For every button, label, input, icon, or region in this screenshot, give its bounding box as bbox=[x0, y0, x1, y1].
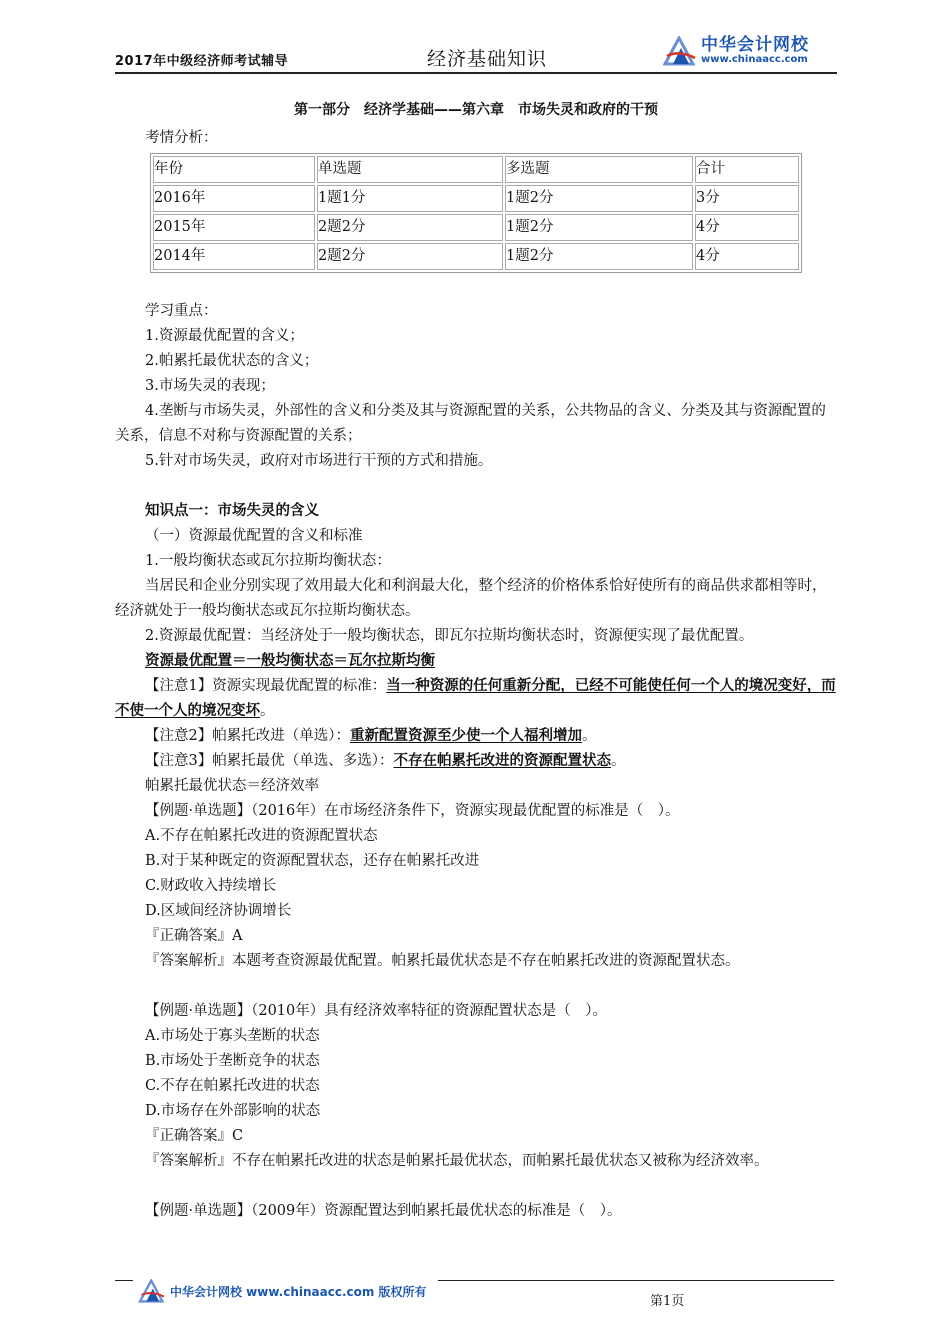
answer-analysis: 『答案解析』本题考查资源最优配置。帕累托最优状态是不存在帕累托改进的资源配置状态。 bbox=[145, 953, 740, 969]
header-course-title: 2017年中级经济师考试辅导 bbox=[115, 54, 289, 69]
paragraph: 1.一般均衡状态或瓦尔拉斯均衡状态： bbox=[145, 553, 391, 569]
table-header-cell: 年份 bbox=[153, 156, 315, 183]
example-question: 【例题·单选题】（2010年）具有经济效率特征的资源配置状态是（ ）。 bbox=[145, 1003, 608, 1019]
knowledge-point-title: 知识点一：市场失灵的含义 bbox=[145, 503, 319, 519]
note-emphasis: 当一种资源的任何重新分配，已经不可能使任何一个人的境况变好，而不使一个人的境况变坏 bbox=[115, 678, 836, 719]
answer-option: A.不存在帕累托改进的资源配置状态 bbox=[145, 828, 378, 844]
note-label: 【注意3】帕累托最优（单选、多选）： bbox=[145, 753, 394, 769]
header-subject: 经济基础知识 bbox=[427, 48, 548, 70]
section-subheading: （一）资源最优配置的含义和标准 bbox=[145, 528, 363, 544]
table-row bbox=[153, 243, 799, 270]
key-equation: 资源最优配置＝一般均衡状态＝瓦尔拉斯均衡 bbox=[145, 653, 435, 669]
table-cell: 2题2分 bbox=[317, 214, 503, 241]
example-question: 【例题·单选题】（2016年）在市场经济条件下，资源实现最优配置的标准是（ ）。 bbox=[145, 803, 680, 819]
table-cell: 1题2分 bbox=[505, 214, 693, 241]
note-end: 。 bbox=[581, 728, 597, 744]
exam-analysis-label: 考情分析： bbox=[145, 130, 218, 146]
table-cell: 2题2分 bbox=[317, 243, 503, 270]
table-header-row bbox=[153, 156, 799, 183]
logo-name: 中华会计网校 bbox=[701, 35, 809, 55]
list-item: 5.针对市场失灵，政府对市场进行干预的方式和措施。 bbox=[145, 453, 493, 469]
document-body bbox=[115, 98, 837, 1224]
paragraph: 当居民和企业分别实现了效用最大化和利润最大化，整个经济的价格体系恰好使所有的商品供求都相等时，经济就处于一般均衡状态或瓦尔拉斯均衡状态。 bbox=[115, 578, 827, 619]
note-emphasis: 不存在帕累托改进的资源配置状态 bbox=[393, 753, 611, 769]
table-header-cell: 单选题 bbox=[317, 156, 503, 183]
note-label: 【注意1】资源实现最优配置的标准： bbox=[145, 678, 387, 694]
footer-divider bbox=[438, 1280, 834, 1281]
answer-option: D.市场存在外部影响的状态 bbox=[145, 1103, 321, 1119]
answer-option: B.对于某种既定的资源配置状态，还存在帕累托改进 bbox=[145, 853, 480, 869]
table-cell: 2016年 bbox=[153, 185, 315, 212]
table-cell: 3分 bbox=[695, 185, 799, 212]
footer-copyright: 中华会计网校 www.chinaacc.com 版权所有 bbox=[170, 1285, 427, 1299]
paragraph: 帕累托最优状态＝经济效率 bbox=[145, 778, 319, 794]
list-item: 2.帕累托最优状态的含义； bbox=[145, 353, 319, 369]
logo-emblem-icon bbox=[663, 36, 697, 66]
answer-option: C.财政收入持续增长 bbox=[145, 878, 277, 894]
list-item: 1.资源最优配置的含义； bbox=[145, 328, 304, 344]
correct-answer: 『正确答案』A bbox=[145, 928, 243, 944]
note-3 bbox=[115, 749, 837, 774]
note-emphasis: 重新配置资源至少使一个人福利增加 bbox=[349, 728, 582, 744]
note-end: 。 bbox=[260, 703, 275, 719]
table-cell: 1题2分 bbox=[505, 243, 693, 270]
page-footer bbox=[138, 1279, 438, 1305]
list-item: 3.市场失灵的表现； bbox=[145, 378, 275, 394]
page-header bbox=[115, 26, 837, 72]
chinaacc-logo bbox=[663, 28, 839, 70]
table-cell: 2014年 bbox=[153, 243, 315, 270]
note-2 bbox=[115, 724, 837, 749]
table-cell: 4分 bbox=[695, 214, 799, 241]
table-header-cell: 合计 bbox=[695, 156, 799, 183]
list-item: 4.垄断与市场失灵，外部性的含义和分类及其与资源配置的关系，公共物品的含义、分类及其与资源配置的关系，信息不对称与资源配置的关系； bbox=[115, 403, 826, 444]
answer-option: D.区域间经济协调增长 bbox=[145, 903, 292, 919]
note-end: 。 bbox=[610, 753, 626, 769]
table-row bbox=[153, 185, 799, 212]
study-focus-label: 学习重点： bbox=[145, 303, 218, 319]
note-1 bbox=[115, 674, 837, 724]
note-label: 【注意2】帕累托改进（单选）： bbox=[145, 728, 350, 744]
page-number: 第1页 bbox=[650, 1294, 685, 1309]
example-question: 【例题·单选题】（2009年）资源配置达到帕累托最优状态的标准是（ ）。 bbox=[145, 1203, 622, 1219]
answer-option: B.市场处于垄断竞争的状态 bbox=[145, 1053, 320, 1069]
exam-analysis-table bbox=[150, 153, 802, 273]
chapter-title: 第一部分 经济学基础——第六章 市场失灵和政府的干预 bbox=[294, 102, 658, 118]
table-cell: 1题1分 bbox=[317, 185, 503, 212]
answer-option: C.不存在帕累托改进的状态 bbox=[145, 1078, 320, 1094]
logo-emblem-icon bbox=[138, 1279, 166, 1303]
footer-divider-left bbox=[115, 1280, 133, 1281]
table-cell: 4分 bbox=[695, 243, 799, 270]
table-cell: 1题2分 bbox=[505, 185, 693, 212]
logo-url: www.chinaacc.com bbox=[701, 54, 808, 65]
answer-option: A.市场处于寡头垄断的状态 bbox=[145, 1028, 320, 1044]
answer-analysis: 『答案解析』不存在帕累托改进的状态是帕累托最优状态，而帕累托最优状态又被称为经济效率。 bbox=[145, 1153, 769, 1169]
paragraph: 2.资源最优配置：当经济处于一般均衡状态，即瓦尔拉斯均衡状态时，资源便实现了最优配置。 bbox=[145, 628, 754, 644]
table-cell: 2015年 bbox=[153, 214, 315, 241]
table-row bbox=[153, 214, 799, 241]
header-divider bbox=[115, 72, 837, 74]
table-header-cell: 多选题 bbox=[505, 156, 693, 183]
correct-answer: 『正确答案』C bbox=[145, 1128, 244, 1144]
